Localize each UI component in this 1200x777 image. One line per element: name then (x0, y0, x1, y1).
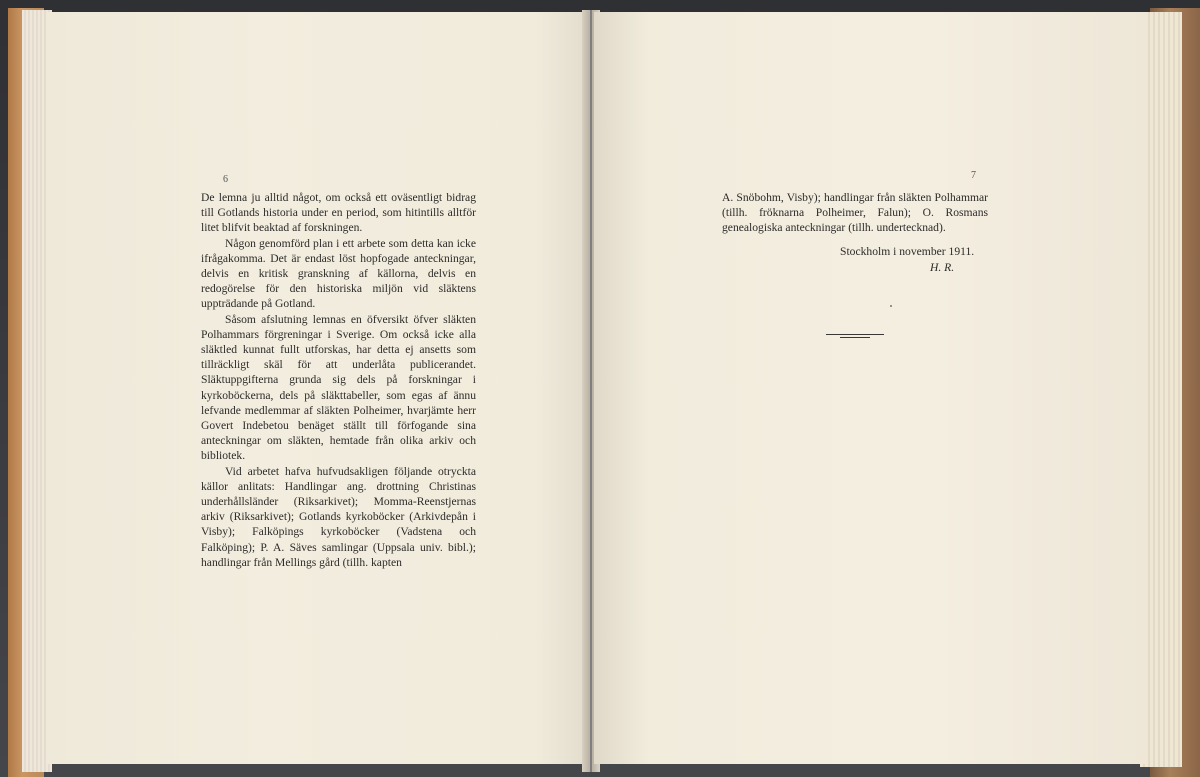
left-page (46, 12, 590, 764)
closing-rule (826, 334, 884, 335)
paragraph: A. Snöbohm, Visby); handlingar från släkten Polhammar (tillh. fröknarna Polheimer, Falun); O. Rosmans genealogiska anteckningar (tillh. undertecknad). (722, 191, 988, 235)
page-number-right: 7 (971, 170, 976, 181)
closing-rule-short (840, 337, 870, 338)
page-edges-right (1140, 12, 1182, 767)
paragraph: Någon genomförd plan i ett arbete som detta kan icke ifrågakomma. Det är endast löst hopfogade anteckningar, delvis en kritisk granskning af källorna, delvis en redogörelse för den historiska miljön vid släktens uppträdande på Gotland. (201, 236, 476, 311)
paragraph: De lemna ju alltid något, om också ett oväsentligt bidrag till Gotlands historia under en period, som hitintills alltför litet blifvit beaktad af forskningen. (201, 191, 476, 235)
right-page (594, 12, 1146, 764)
left-page-text (201, 190, 476, 570)
paper-speck (890, 305, 892, 307)
right-page-text (722, 190, 988, 236)
paragraph: Vid arbetet hafva hufvudsakligen följande otryckta källor anlitats: Handlingar ang. drottning Christinas underhållsländer (Riksarkivet); Momma-Reenstjernas arkiv (Riksarkivet); Gotlands kyrkoböcker (Arkivdepån i Visby); Falköpings kyrkoböcker (Vadstena och Falköping); P. A. Säves samlingar (Uppsala univ. bibl.); handlingar från Mellings gård (tillh. kapten (201, 464, 476, 569)
page-number-left: 6 (223, 174, 228, 185)
signature-initials: H. R. (930, 261, 955, 274)
signature-date: Stockholm i november 1911. (840, 245, 975, 258)
paragraph: Såsom afslutning lemnas en öfversikt öfver släkten Polhammars förgreningar i Sverige. Om också icke alla släktled kunnat fullt utforskas, har detta ej ansetts som tillräckligt skäl för att underlåta publicerandet. Släktuppgifterna grunda sig dels på forskningar i kyrkoböckerna, dels på släkttabeller, som egas af ännu lefvande medlemmar af släkten Polheimer, hvarjämte herr Govert Indebetou benäget ställt till förfogande sina anteckningar om släkten, hemtade från olika arkiv och bibliotek. (201, 312, 476, 463)
